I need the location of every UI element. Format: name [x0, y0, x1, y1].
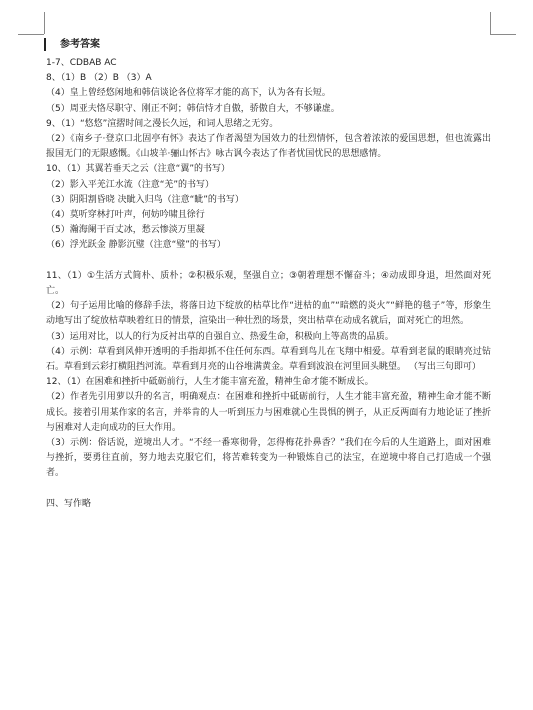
answer-line-10-1: 10、（1）其翼若垂天之云（注意“翼”的书写） — [46, 164, 231, 175]
crop-mark-top-right-v — [490, 12, 491, 34]
answer-para-9-2: （2）《南乡子·登京口北固亭有怀》表达了作者渴望为国效力的壮烈情怀，包含着浓浓的爱国思想，但也流露出报国无门的无限感慨。《山坡羊·骊山怀古》咏古讽今表达了作者忧国忧民的思想感情。 — [46, 134, 491, 160]
answer-line-8: 8、（1）B （2）B （3）A — [46, 73, 152, 84]
answer-line-10-2: （2）影入平羌江水流（注意“羌”的书写） — [46, 179, 215, 190]
answer-para-12-2: （2）作者先引用萝以升的名言，明确观点：在困难和挫折中砥砺前行，人生才能丰富充盈，精神生命才能不断成长。接着引用某作家的名言，并举肯的人一听到压力与困难就心生畏惧的例子，从正反两面有力地论证了挫折与困难对人走向成功的巨大作用。 — [46, 392, 491, 433]
answer-line-12-1: 12、（1）在困难和挫折中砥砺前行，人生才能丰富充盈，精神生命才能不断成长。 — [46, 377, 374, 388]
title-marker — [44, 38, 46, 51]
answer-line-choice: 1-7、CDBAB AC — [46, 58, 117, 68]
answer-line-10-6: （6）浮光跃金 静影沉璧（注意“璧”的书写） — [46, 240, 226, 251]
crop-mark-top-right-h — [490, 34, 516, 35]
answer-line-10-3: （3）阴阳割昏晓 决眦入归鸟（注意“眦”的书写） — [46, 194, 244, 205]
answer-line-10-4: （4）莫听穿林打叶声，何妨吟啸且徐行 — [46, 210, 205, 221]
answer-line-9: 9、（1）“悠悠”渲摺时间之漫长久远，和词人思绪之无穷。 — [46, 118, 279, 129]
crop-mark-top-left-h — [18, 34, 44, 35]
answer-para-12-3: （3）示例：俗话说，逆境出人才。“不经一番寒彻骨，怎得梅花扑鼻香？”我们在今后的人生道路上，面对困难与挫折，要勇往直前，努力地去克服它们，将苦难转变为一种锻炼自己的法宝，在逆境中将自己打造成一个强者。 — [46, 438, 491, 479]
page-title: 参考答案 — [60, 39, 100, 50]
answer-line-8-4: （4）皇上曾经悠闲地和韩信谈论各位将军才能的高下，认为各有长短。 — [46, 88, 331, 99]
spacer — [46, 254, 491, 269]
answer-para-11-4: （4）示例：草看到风伸开透明的手指却抓不住任何东西。草看到鸟儿在飞翔中相爱。草看到老鼠的眼睛亮过钻石。草看到云彩打横阻挡河流。草看到月亮的山谷堆满黄金。草看到波浪在河里回头眺望。 （写出三句即可） — [46, 346, 491, 373]
answer-line-writing: 四、写作略 — [46, 498, 92, 509]
answer-content — [46, 56, 491, 512]
answer-para-11-1: 11、（1）①生活方式简朴、质朴；②积极乐观，坚强自立；③朝着理想不懈奋斗；④动成即身退，坦然面对死亡。 — [46, 270, 491, 297]
answer-line-8-5: （5）周亚夫恪尽职守、刚正不阿；韩信恃才自傲，骄傲自大，不够谦虚。 — [46, 103, 340, 114]
answer-line-10-5: （5）瀚海阑干百丈冰，愁云惨淡万里凝 — [46, 225, 205, 236]
answer-para-11-2: （2）句子运用比喻的修辞手法，将落日边下绽放的枯草比作“迸枯的血”“暗燃的炎火”“鲜艳的毯子”等，形象生动地写出了绽放枯草映着红日的情景，渲染出一种壮烈的场景，突出枯草在动成名就后，面对死亡的坦然。 — [46, 301, 491, 327]
crop-mark-top-left-v — [44, 12, 45, 34]
answer-line-11-3: （3）运用对比，以人的行为反衬出草的自强自立、热爱生命，积极向上等高贵的品质。 — [46, 331, 394, 342]
spacer — [46, 482, 491, 497]
